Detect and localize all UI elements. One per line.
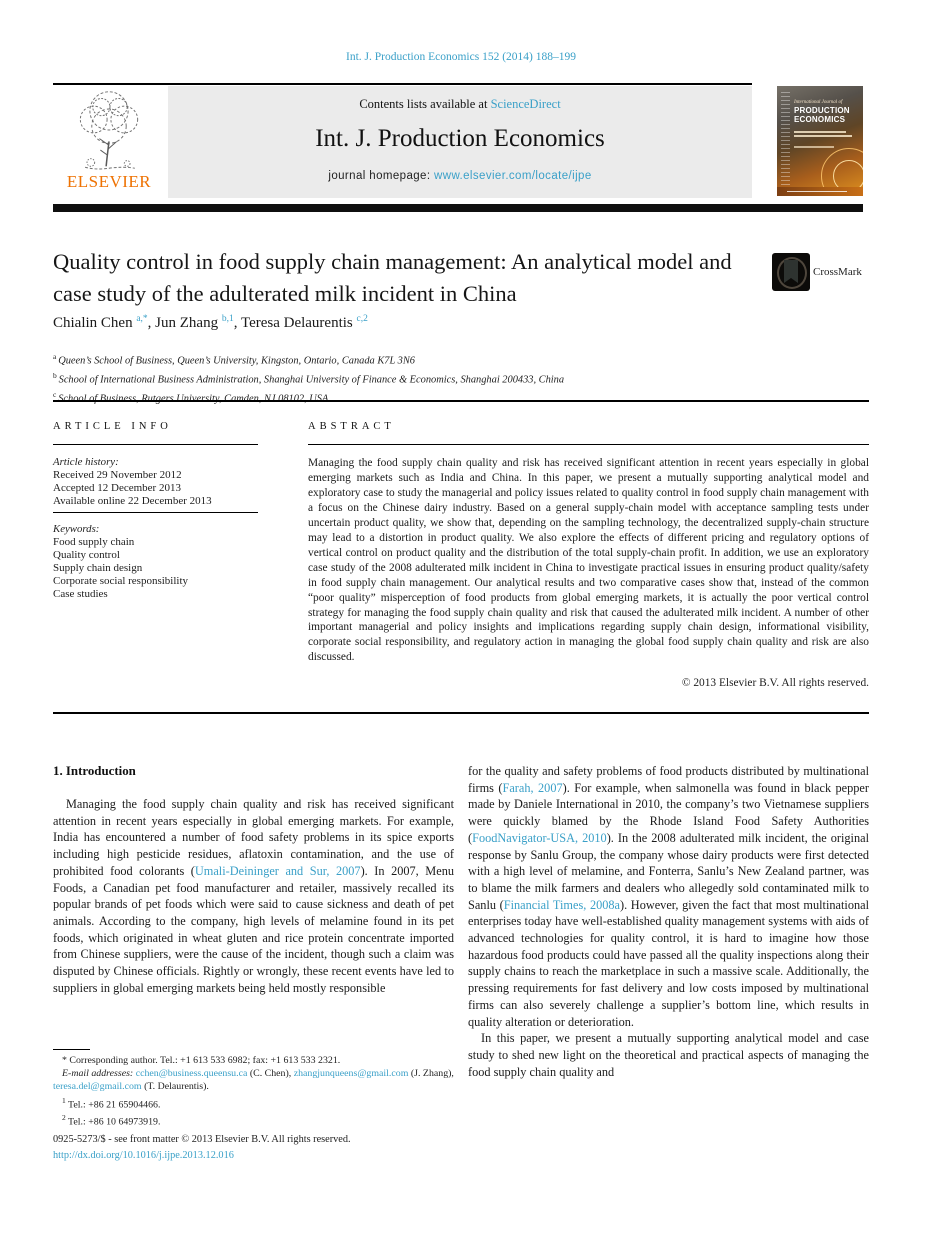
homepage-url-link[interactable]: www.elsevier.com/locate/ijpe [434,170,592,182]
section-rule [53,712,869,714]
affiliation-line [53,369,869,388]
cover-footer-band [777,187,863,196]
cover-title [794,107,850,124]
cover-spine-decoration [781,92,790,188]
history-item: Accepted 12 December 2013 [53,482,181,495]
crossmark-badge[interactable] [772,253,869,291]
text-segment: * Corresponding author. Tel.: +1 613 533 6982; fax: +1 613 533 2321. [62,1055,341,1066]
text-segment: Tel.: +86 10 64973919. [65,1116,161,1128]
body-columns [53,763,869,1080]
inline-link[interactable]: a,* [136,314,148,324]
doi-link[interactable]: http://dx.doi.org/10.1016/j.ijpe.2013.12.016 [53,1149,234,1161]
text-segment: for the quality and safety problems of food products distributed by multinational firms ( [468,764,869,795]
body-column-right [468,763,869,1080]
contents-line [168,97,752,112]
header-divider-bar [53,204,863,212]
text-segment: E-mail addresses: [62,1068,136,1080]
text-segment: c [53,390,59,400]
section-rule [53,400,869,402]
abstract-heading: ABSTRACT [308,421,869,445]
text-segment: ). For example, when salmonella was found in black pepper made by Daniele International in 2010, the company’s two Vietnamese suppliers were quickly blamed by the Rhode Island Food Safety Authorities ( [468,780,869,845]
text-segment: Tel.: +86 21 65904466. [65,1098,161,1110]
crossmark-label: CrossMark [813,266,862,278]
elsevier-logo[interactable] [53,86,165,198]
homepage-label: journal homepage: [328,170,435,182]
text-segment: , Teresa Delaurentis [233,315,357,331]
issn-copyright-line: 0925-5273/$ - see front matter © 2013 Elsevier B.V. All rights reserved. [53,1134,351,1145]
text-segment: ). In the 2008 adulterated milk incident, the original response by Sanlu Group, the company whose dairy products were first detected with a high level of melamine, and Fonterra, Sanlu’s New Zealand partner, was to blame the milk farmers and dealers who allegedly sold contaminated milk to Sanlu ( [468,830,869,912]
keyword-item: Quality control [53,548,120,561]
text-segment: Managing the food supply chain quality and risk has received significant attention in recent years especially in global emerging markets. For example, India has encountered a number of food safety problems in its spice exports including high pesticide residues, aflatoxin contamination, and the use of prohibited food colorants ( [53,797,454,878]
text-segment: School of International Business Administration, Shanghai University of Finance & Economics, Shanghai 200433, China [58,374,565,386]
info-abstract-section [53,421,869,712]
history-item: Received 29 November 2012 [53,469,182,481]
text-segment: Queen’s School of Business, Queen’s University, Kingston, Ontario, Canada K7L 3N6 [58,355,415,367]
homepage-line [168,170,752,182]
journal-cover-thumbnail[interactable] [777,86,863,196]
cover-decorative-bar [794,135,852,137]
affiliation-line [53,388,869,407]
footnote-tel-2 [53,1111,454,1129]
inline-link[interactable]: FoodNavigator-USA, 2010 [472,830,607,845]
abstract-column [308,421,869,700]
text-segment: a [53,352,59,361]
footnote-rule [53,1049,90,1050]
inline-link[interactable]: c,2 [356,314,368,324]
abstract-copyright: © 2013 Elsevier B.V. All rights reserved. [681,676,869,689]
body-column-left [53,763,454,1080]
abstract-text: Managing the food supply chain quality and risk has received significant attention in recent years especially in global emerging markets such as India and China. In this paper, we present a mutually supporting analytical model and exploratory case to study the managerial and policy issues related to quality control in food supply chain management with a focus on the Chinese dairy industry. Based on a general supply-chain model with acceptance sampling tests under uncertain product quality, we show that, depending on the sampling technology, the decentralized supply-chain structure may lead to a distortion in product quality. We also explore the effects of different pricing and regulatory options of vertical control on product quality and the distribution of the total supply-chain profit. In addition, we use an exploratory case study of the 2008 adulterated milk incident in China to investigate practical issues in ensuring product quality/safety in food supply chain management. Our analytical results and two comparative cases show that, instead of the common “poor quality” misperception of food products from global emerging markets, it is actually the poor vertical control strategy for managing the food supply chain quality and risk that caused the adulterated milk incident. A number of other important managerial and policy insights and implications regarding supply chain design, informational visibility, corporate social responsibility, and regulatory action in managing the global food supply chain quality and risk are also discussed. [308,457,869,664]
cover-series-text: International Journal of [794,100,843,105]
text-segment: 2 [62,1113,66,1123]
inline-link[interactable]: teresa.del@gmail.com [53,1081,142,1093]
article-info-column [53,421,258,602]
inline-link[interactable]: Financial Times, 2008a [503,897,620,912]
intro-paragraph-3 [468,1030,869,1080]
introduction-heading: 1. Introduction [53,764,136,778]
inline-link[interactable]: zhangjunqueens@gmail.com [293,1068,409,1080]
page-footer [53,1132,351,1163]
cover-decorative-bar [794,131,846,133]
article-info-heading: ARTICLE INFO [53,421,258,445]
text-segment: In this paper, we present a mutually supporting analytical model and case study to shed new light on the theoretical and practical aspects of managing the food supply chain quality and [468,1031,869,1079]
footnotes [53,1049,454,1129]
intro-paragraph-2 [468,763,869,1030]
keywords-label: Keywords: [53,522,100,535]
sciencedirect-link[interactable]: ScienceDirect [490,97,561,111]
footnote-emails [53,1067,454,1093]
text-segment: (J. Zhang), [408,1068,454,1080]
keyword-item: Corporate social responsibility [53,575,189,588]
text-segment: (T. Delaurentis). [141,1081,209,1093]
keywords-list [53,536,258,602]
inline-link[interactable]: b,1 [221,314,234,324]
keyword-item: Supply chain design [53,562,143,575]
text-segment: b [53,371,59,381]
journal-citation-link[interactable]: Int. J. Production Economics 152 (2014) 188–199 [346,51,576,63]
text-segment: (C. Chen), [247,1068,294,1080]
article-history [53,456,258,513]
history-item: Available online 22 December 2013 [53,495,212,508]
keyword-item: Food supply chain [53,535,135,548]
affiliations [53,350,869,407]
text-segment: Chialin Chen [53,315,137,331]
keyword-item: Case studies [53,588,108,601]
text-segment: , Jun Zhang [147,315,222,331]
elsevier-tree-icon [66,86,152,174]
inline-link[interactable]: Umali-Deininger and Sur, 2007 [194,863,361,878]
journal-title: Int. J. Production Economics [315,125,605,152]
journal-banner [168,86,752,198]
text-segment: ). In 2007, Menu Foods, a Canadian pet food manufacturer and retailer, massively recalled its popular brands of pet foods which were said to cause sickness and death of pet animals. According to the company, high levels of melamine found in its pet foods, which originated in wheat gluten and rice protein concentrate imported from Chinese suppliers, were the cause of the incident, though such a claim was disputed by Chinese officials. Rightly or wrongly, these recent events have led to suppliers in global emerging markets being held mostly responsible [53,863,454,995]
cover-decorative-bar [794,146,834,148]
footnote-corresponding-author [53,1054,454,1067]
intro-paragraph-1 [53,796,454,996]
cover-title-line1: PRODUCTION [794,106,850,115]
elsevier-wordmark: ELSEVIER [66,172,152,191]
history-label: Article history: [53,456,119,468]
text-segment: ). However, given the fact that most multinational enterprises today have well-established quality management systems with aids of advanced technologies for quality control, it is hard to imagine how those hazardous food products could have passed all the quality inspections along their supply chains to reach the marketplace in such a massive scale. Additionally, the pressing requirements for fast delivery and low costs imposed by multinational firms can also severely challenge a supplier’s bottom line, which results in quality alteration or deterioration. [468,897,869,1029]
article-title: Quality control in food supply chain management: An analytical model and case study of the adulterated milk incident in China [53,249,732,306]
inline-link[interactable]: cchen@business.queensu.ca [135,1068,248,1080]
authors-line [53,314,368,332]
page [53,0,869,1234]
text-segment: 1 [62,1095,66,1105]
contents-text: Contents lists available at [359,97,491,111]
cover-title-line2: ECONOMICS [794,114,846,124]
journal-masthead [53,86,869,198]
crossmark-icon [772,253,810,291]
footnote-tel-1 [53,1094,454,1112]
affiliation-line [53,350,869,369]
inline-link[interactable]: Farah, 2007 [502,780,563,795]
header-top-rule [53,83,752,85]
